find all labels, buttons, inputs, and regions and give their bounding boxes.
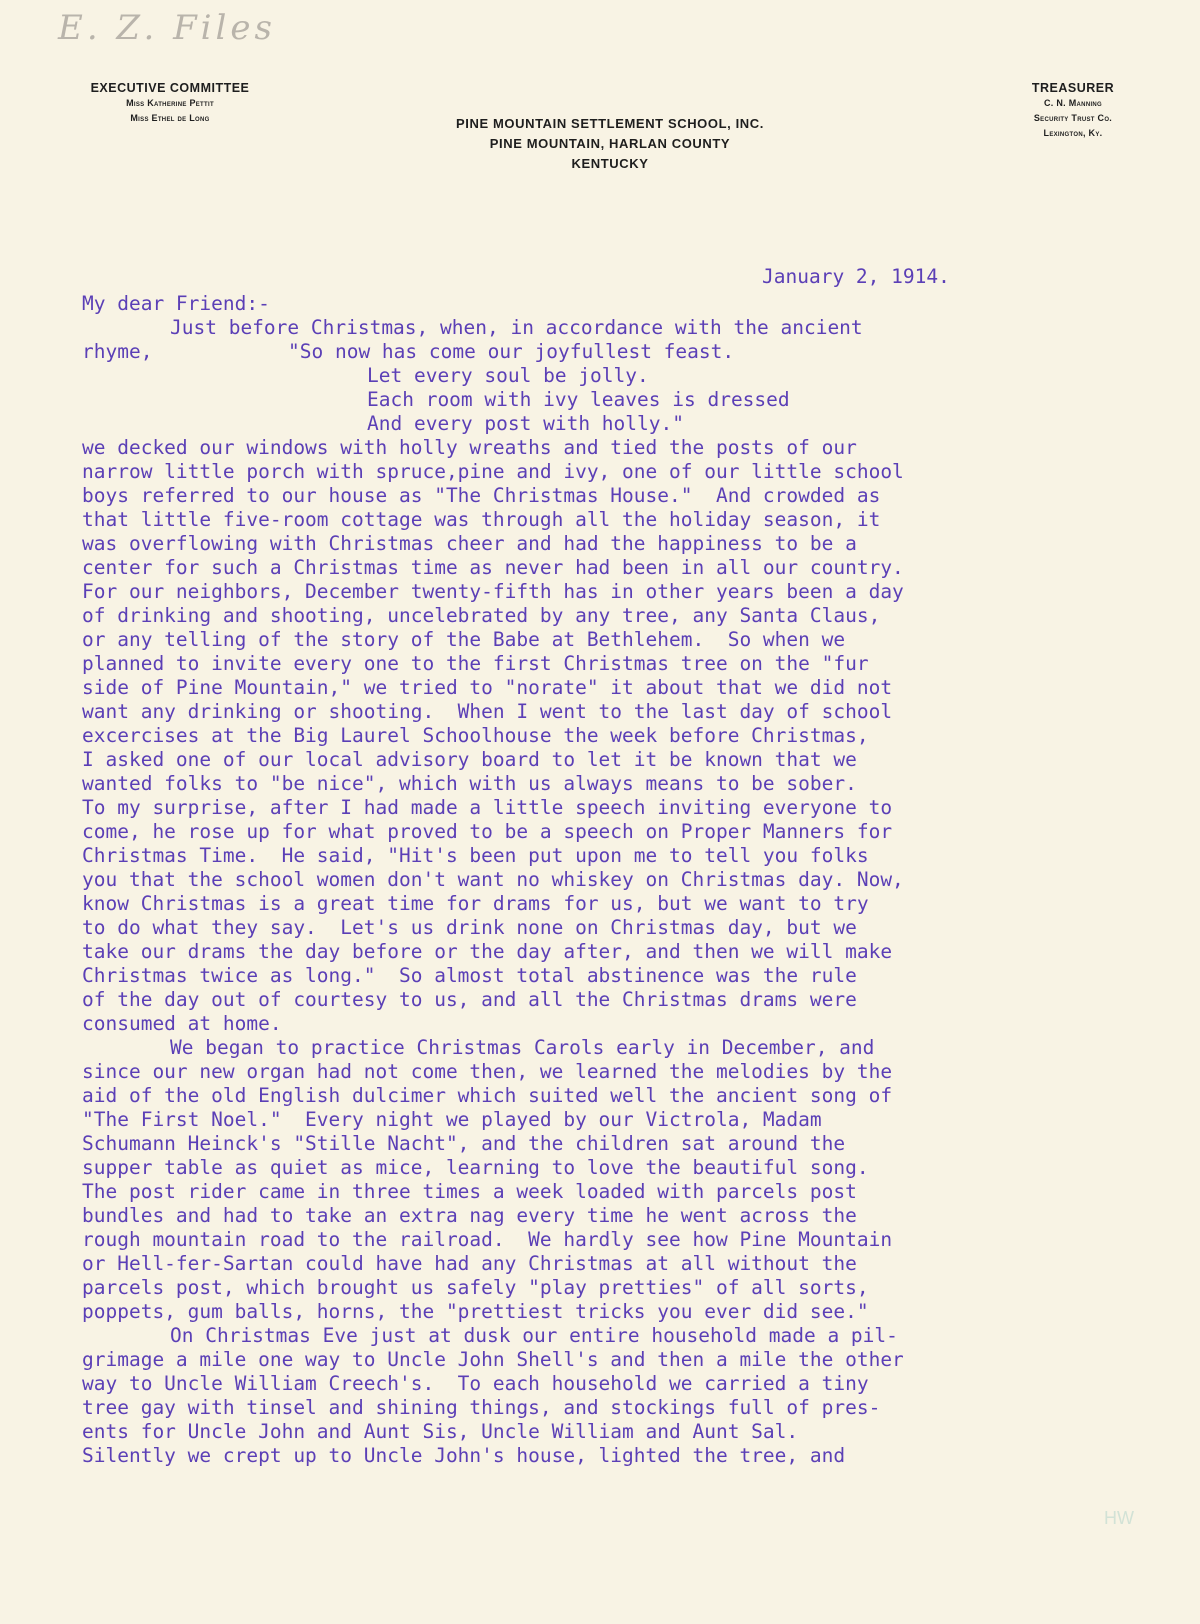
text-line: Christmas twice as long." So almost total abstinence was the rule xyxy=(82,964,857,987)
committee-member: Miss Katherine Pettit xyxy=(126,98,214,108)
text-line: way to Uncle William Creech's. To each household we carried a tiny xyxy=(82,1372,869,1395)
text-line: come, he rose up for what proved to be a speech on Proper Manners for xyxy=(82,820,893,843)
text-line: wanted folks to "be nice", which with us always means to be sober. xyxy=(82,772,857,795)
text-line: supper table as quiet as mice, learning to love the beautiful song. xyxy=(82,1156,869,1179)
text-line: consumed at home. xyxy=(82,1012,282,1035)
text-line: know Christmas is a great time for drams for us, but we want to try xyxy=(82,892,869,915)
text-line: of drinking and shooting, uncelebrated by any tree, any Santa Claus, xyxy=(82,604,881,627)
text-line: On Christmas Eve just at dusk our entire household made a pil- xyxy=(170,1324,898,1347)
text-line: The post rider came in three times a week loaded with parcels post xyxy=(82,1180,857,1203)
organization-name: PINE MOUNTAIN SETTLEMENT SCHOOL, INC. xyxy=(456,116,764,131)
text-line: since our new organ had not come then, we learned the melodies by the xyxy=(82,1060,893,1083)
text-line: grimage a mile one way to Uncle John Shell's and then a mile the other xyxy=(82,1348,904,1371)
verse-line: "So now has come our joyfullest feast. xyxy=(288,340,735,363)
text-line: tree gay with tinsel and shining things, and stockings full of pres- xyxy=(82,1396,881,1419)
text-line: take our drams the day before or the day after, and then we will make xyxy=(82,940,893,963)
organization-location: PINE MOUNTAIN, HARLAN COUNTY xyxy=(489,136,731,151)
organization-state: KENTUCKY xyxy=(571,156,649,171)
verse-line: And every post with holly." xyxy=(367,412,684,435)
treasurer-line: Lexington, Ky. xyxy=(1043,128,1103,138)
text-line: planned to invite every one to the first Christmas tree on the "fur xyxy=(82,652,869,675)
text-line: poppets, gum balls, horns, the "prettiest tricks you ever did see." xyxy=(82,1300,869,1323)
text-line: center for such a Christmas time as never had been in all our country. xyxy=(82,556,904,579)
verse-line: Each room with ivy leaves is dressed xyxy=(367,388,790,411)
text-line: of the day out of courtesy to us, and all the Christmas drams were xyxy=(82,988,857,1011)
text-line: bundles and had to take an extra nag every time he went across the xyxy=(82,1204,857,1227)
text-line: narrow little porch with spruce,pine and ivy, one of our little school xyxy=(82,460,904,483)
text-line: want any drinking or shooting. When I went to the last day of school xyxy=(82,700,893,723)
text-line: or Hell-fer-Sartan could have had any Christmas at all without the xyxy=(82,1252,857,1275)
text-line: boys referred to our house as "The Christmas House." And crowded as xyxy=(82,484,881,507)
text-line: For our neighbors, December twenty-fifth has in other years been a day xyxy=(82,580,904,603)
text-line: Schumann Heinck's "Stille Nacht", and the children sat around the xyxy=(82,1132,846,1155)
treasurer-line: Security Trust Co. xyxy=(1033,113,1113,123)
text-line: I asked one of our local advisory board to let it be known that we xyxy=(82,748,857,771)
text-line: that little five-room cottage was through all the holiday season, it xyxy=(82,508,881,531)
text-line: "The First Noel." Every night we played by our Victrola, Madam xyxy=(82,1108,822,1131)
text-line: Silently we crept up to Uncle John's house, lighted the tree, and xyxy=(82,1444,846,1467)
text-line: To my surprise, after I had made a little speech inviting everyone to xyxy=(82,796,893,819)
committee-member: Miss Ethel de Long xyxy=(130,113,210,123)
text-line: parcels post, which brought us safely "play pretties" of all sorts, xyxy=(82,1276,869,1299)
text-line: Christmas Time. He said, "Hit's been put upon me to tell you folks xyxy=(82,844,869,867)
text-line: Just before Christmas, when, in accordance with the ancient xyxy=(170,316,863,339)
corner-mark: HW xyxy=(1104,1508,1134,1528)
text-line: excercises at the Big Laurel Schoolhouse the week before Christmas, xyxy=(82,724,869,747)
text-line: ents for Uncle John and Aunt Sis, Uncle William and Aunt Sal. xyxy=(82,1420,799,1443)
verse-line: Let every soul be jolly. xyxy=(367,364,649,387)
handwritten-file-note: E. Z. Files xyxy=(58,8,276,48)
executive-committee-heading: EXECUTIVE COMMITTEE xyxy=(90,81,250,95)
text-line: rough mountain road to the railroad. We hardly see how Pine Mountain xyxy=(82,1228,893,1251)
text-line: was overflowing with Christmas cheer and had the happiness to be a xyxy=(82,532,857,555)
text-line: you that the school women don't want no whiskey on Christmas day. Now, xyxy=(82,868,904,891)
text-line: We began to practice Christmas Carols early in December, and xyxy=(170,1036,875,1059)
letter-date: January 2, 1914. xyxy=(762,265,950,288)
treasurer-heading: TREASURER xyxy=(1031,81,1115,95)
letter-salutation: My dear Friend:- xyxy=(82,292,270,315)
text-line: rhyme, xyxy=(82,340,153,363)
treasurer-line: C. N. Manning xyxy=(1043,98,1103,108)
text-line: we decked our windows with holly wreaths and tied the posts of our xyxy=(82,436,857,459)
text-line: or any telling of the story of the Babe at Bethlehem. So when we xyxy=(82,628,846,651)
text-line: side of Pine Mountain," we tried to "norate" it about that we did not xyxy=(82,676,893,699)
text-line: to do what they say. Let's us drink none on Christmas day, but we xyxy=(82,916,857,939)
text-line: aid of the old English dulcimer which suited well the ancient song of xyxy=(82,1084,893,1107)
